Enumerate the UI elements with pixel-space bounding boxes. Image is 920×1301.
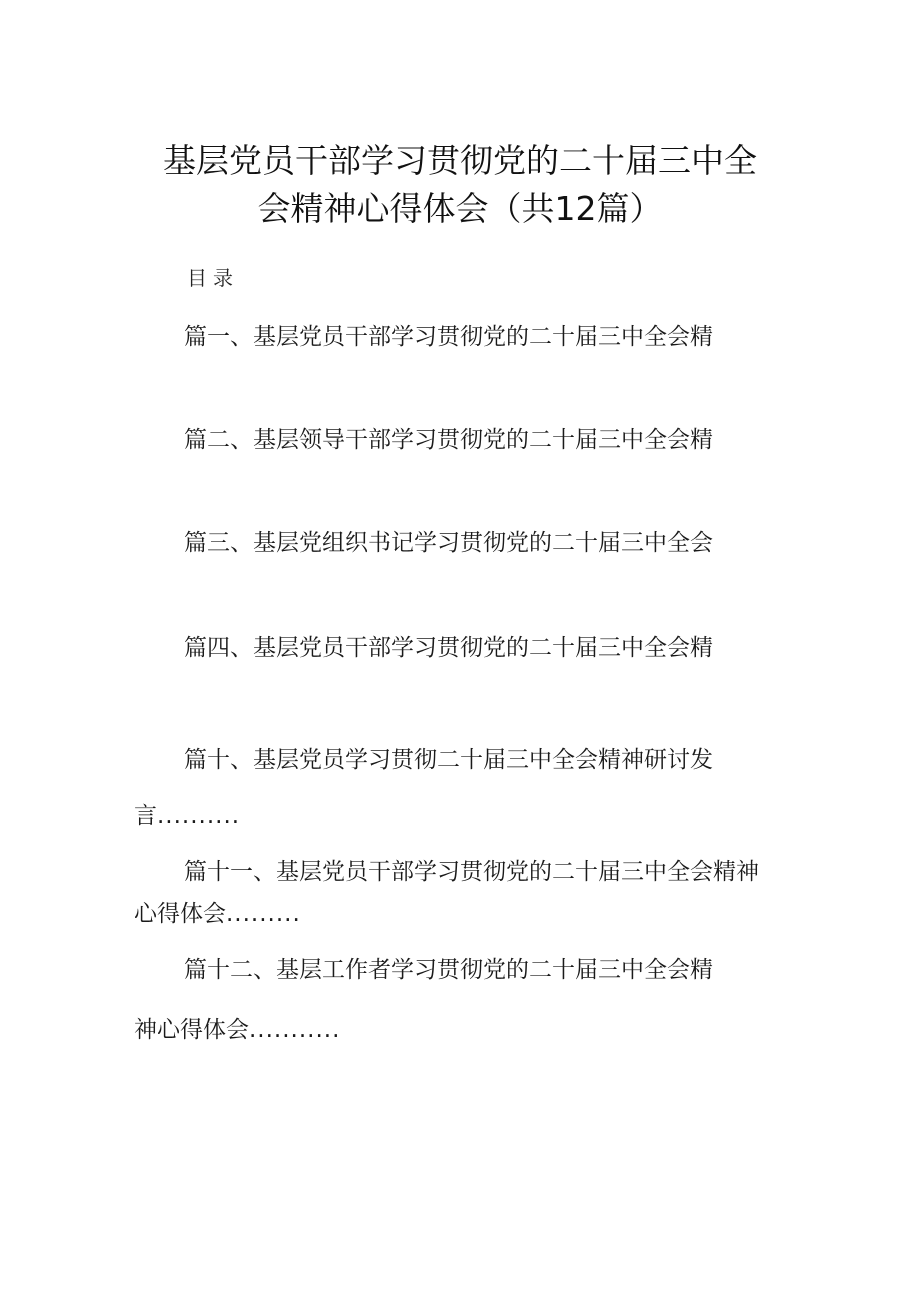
- toc-entry-11[interactable]: 篇十一、基层党员干部学习贯彻党的二十届三中全会精神: [184, 859, 759, 885]
- toc-entry-11-continuation[interactable]: [134, 895, 301, 928]
- toc-entry-11-leader-dots: .........: [226, 901, 301, 927]
- toc-entry-3[interactable]: 篇三、基层党组织书记学习贯彻党的二十届三中全会: [184, 530, 713, 556]
- toc-entry-12-continuation-text: 神心得体会: [134, 1017, 249, 1043]
- toc-entry-11-continuation-text: 心得体会: [134, 901, 226, 927]
- toc-entry-10-continuation[interactable]: [134, 797, 240, 830]
- toc-entry-2[interactable]: 篇二、基层领导干部学习贯彻党的二十届三中全会精: [184, 427, 713, 453]
- document-title-line-1: 基层党员干部学习贯彻党的二十届三中全: [163, 141, 757, 180]
- toc-entry-12-leader-dots: ...........: [249, 1017, 341, 1043]
- toc-entry-12[interactable]: 篇十二、基层工作者学习贯彻党的二十届三中全会精: [184, 957, 713, 983]
- toc-heading: 目录: [187, 266, 239, 290]
- toc-entry-12-continuation[interactable]: [134, 1011, 340, 1044]
- document-title-line-2: 会精神心得体会（共12篇）: [257, 189, 663, 228]
- toc-entry-10-leader-dots: ..........: [157, 803, 241, 829]
- toc-entry-10-continuation-text: 言: [134, 803, 157, 829]
- toc-entry-1[interactable]: 篇一、基层党员干部学习贯彻党的二十届三中全会精: [184, 324, 713, 350]
- toc-entry-10[interactable]: 篇十、基层党员学习贯彻二十届三中全会精神研讨发: [184, 747, 713, 773]
- toc-entry-4[interactable]: 篇四、基层党员干部学习贯彻党的二十届三中全会精: [184, 635, 713, 661]
